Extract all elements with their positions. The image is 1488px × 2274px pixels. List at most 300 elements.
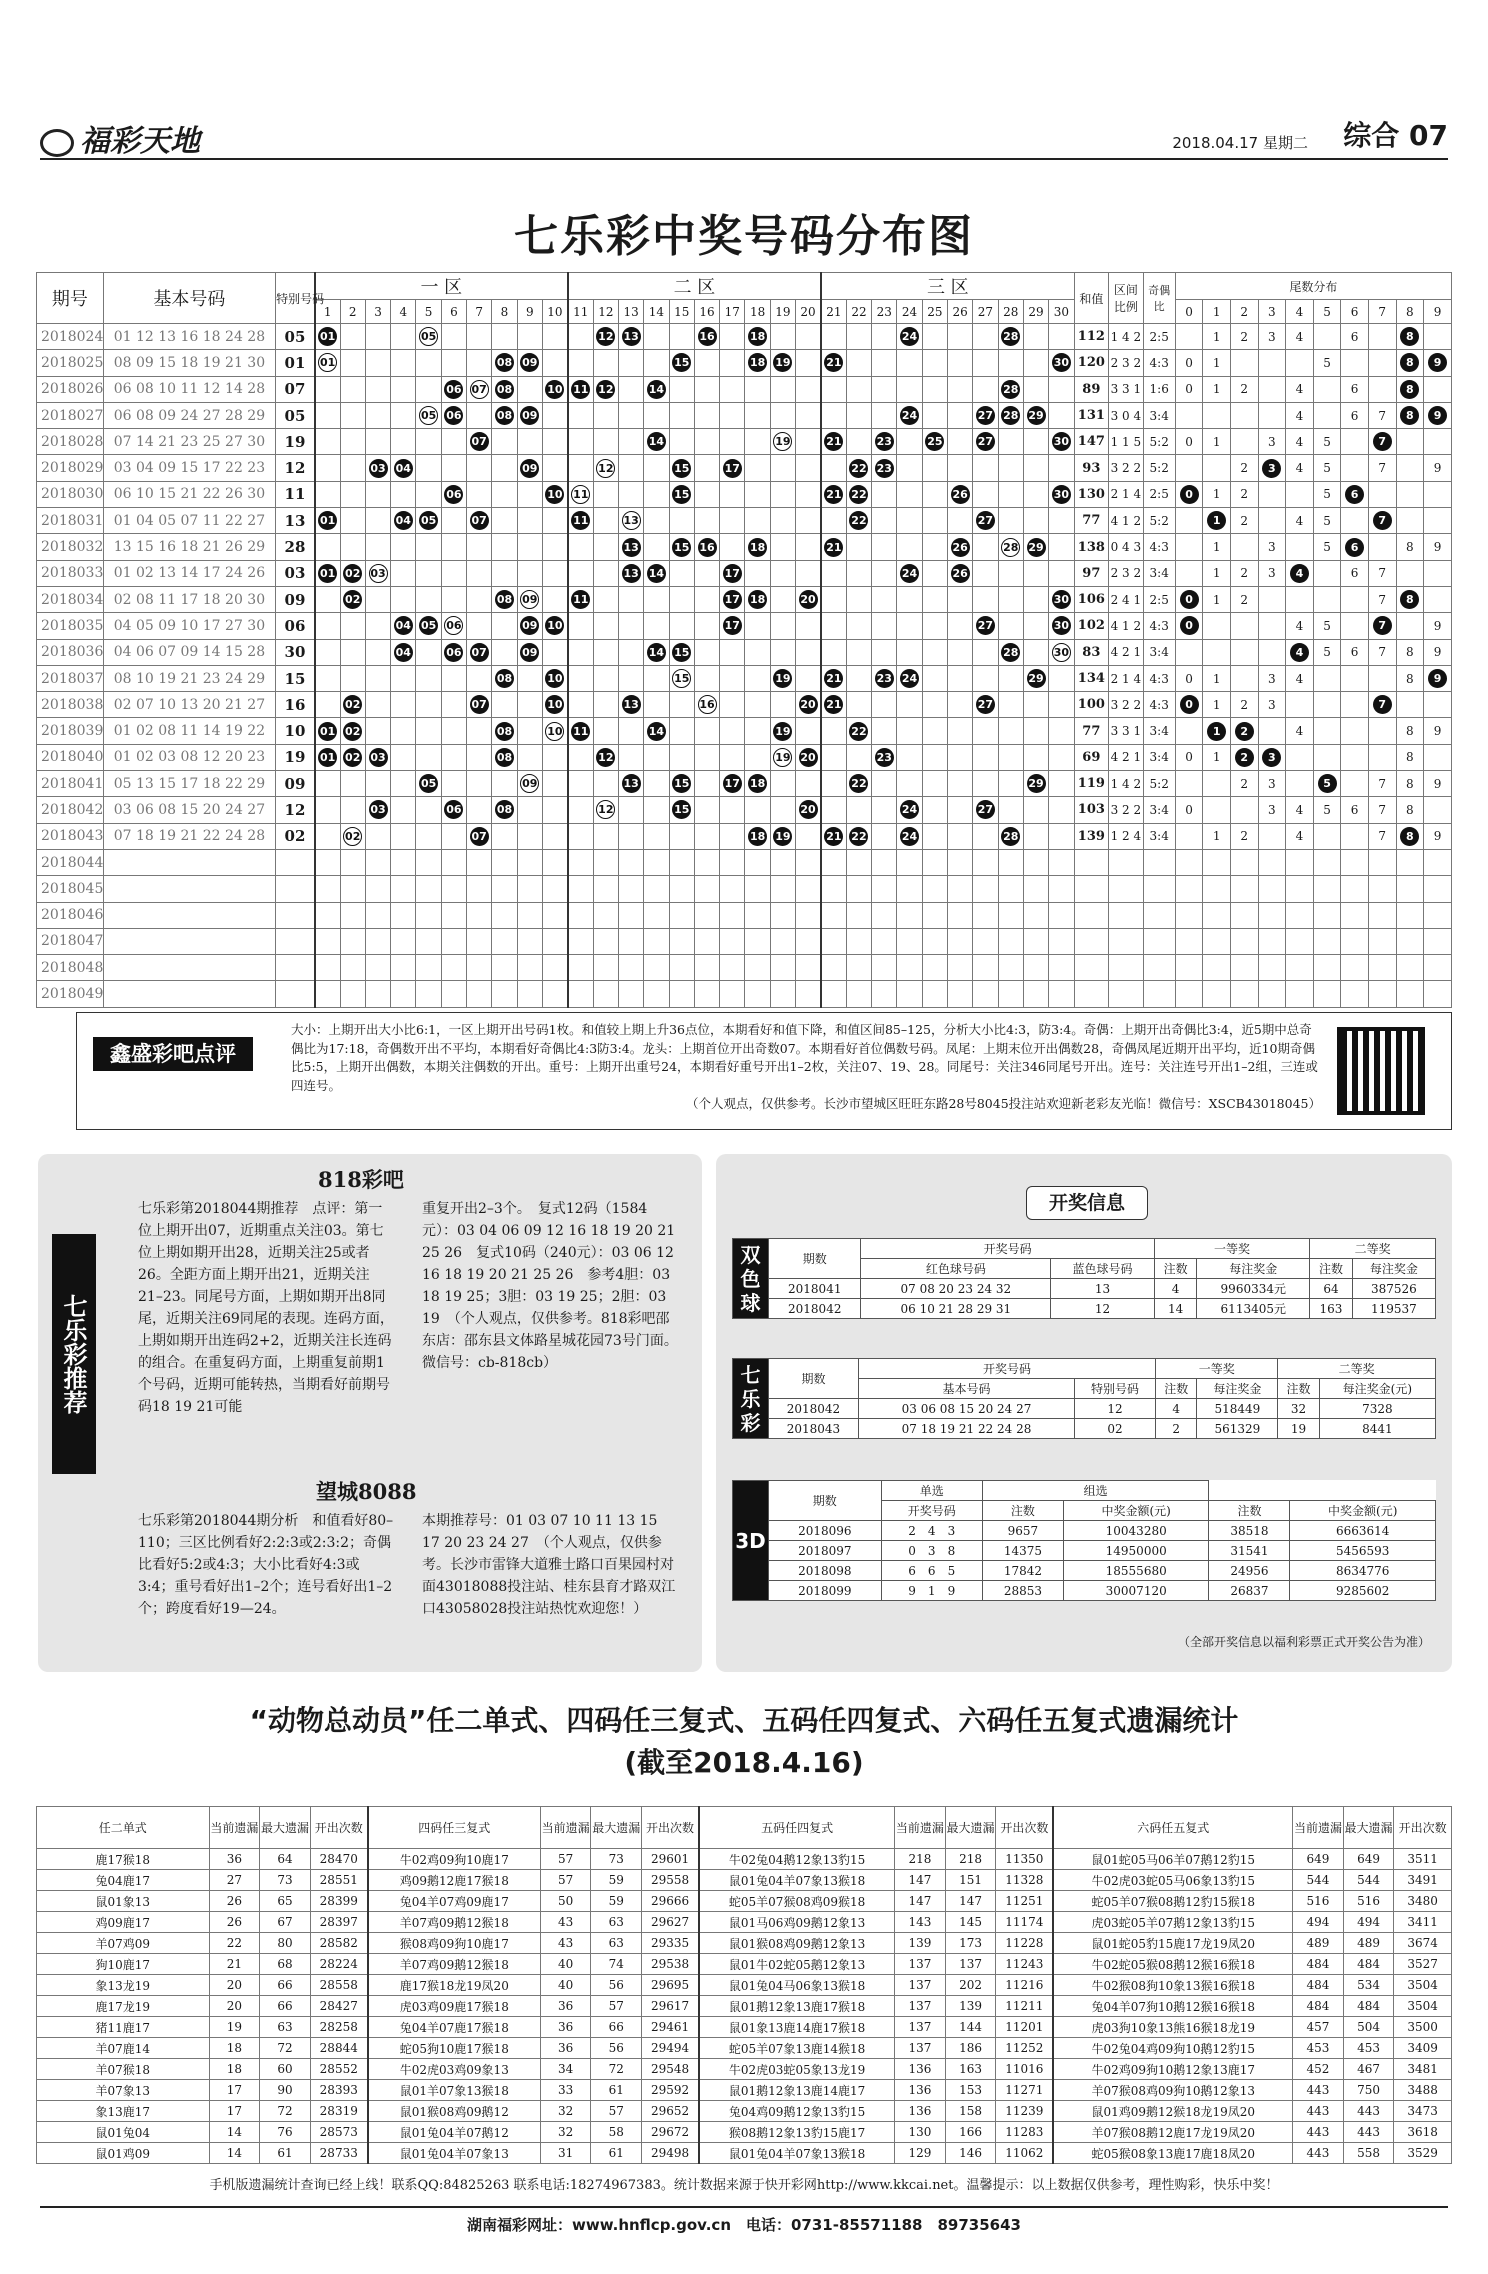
number-cell [542,560,567,586]
sum-cell: 69 [1074,744,1108,770]
number-cell [618,823,643,849]
tail-cell [1424,744,1452,770]
tail-cell [1396,849,1424,875]
number-cell [846,902,871,928]
number-cell [897,455,922,481]
tail-cell [1175,823,1203,849]
omission-cell: 489 [1343,1933,1394,1954]
omission-header: 五码任四复式 [699,1807,895,1849]
number-cell [618,376,643,402]
tail-cell [1368,718,1396,744]
omission-cell: 72 [260,2038,311,2059]
number-cell [517,665,542,691]
draw-cell: 2018098 [769,1561,882,1581]
number-cell [340,876,365,902]
number-cell [720,981,745,1007]
number-cell [315,692,340,718]
number-cell [872,876,897,902]
number-header: 30 [1049,300,1074,324]
number-cell [644,402,669,428]
number-cell [391,508,416,534]
tail-cell: 8 [1396,534,1424,560]
tail-ball: 8 [1400,406,1419,425]
sum-cell [1074,902,1108,928]
grid-row [37,481,1452,507]
number-cell [593,402,618,428]
tail-cell: 9 [1424,639,1452,665]
tail-ball: 8 [1400,353,1419,372]
omission-cell: 28393 [310,2080,368,2101]
number-cell [391,718,416,744]
number-cell [517,744,542,770]
number-cell [644,744,669,770]
number-cell [644,350,669,376]
omission-cell: 虎03鸡09鹿17猴18 [368,1996,541,2017]
number-cell [492,324,517,350]
recommendation-col-4: 本期推荐号：01 03 07 10 11 13 15 17 20 23 24 27 （个人观点，仅供参考。长沙市雷锋大道雅士路口百果园村对面43018088投注站、桂东县育才路双江口43058028投注站热忱欢迎您！） [422,1513,676,1617]
number-cell [770,455,795,481]
number-cell [593,981,618,1007]
tail-cell: 5 [1313,481,1341,507]
basic-numbers-cell: 01 12 13 16 18 24 28 [103,324,275,350]
number-cell [365,981,390,1007]
omission-cell: 137 [945,1954,996,1975]
omission-cell: 兔04羊07鹿17猴18 [368,2017,541,2038]
number-cell [846,613,871,639]
omission-cell: 443 [1293,2143,1344,2164]
sum-cell: 130 [1074,481,1108,507]
number-cell [973,928,998,954]
drawn-ball: 23 [875,748,894,767]
tail-ball: 7 [1373,695,1392,714]
tail-cell [1424,955,1452,981]
drawn-ball: 19 [773,353,792,372]
number-cell [391,455,416,481]
omission-header: 最大遗漏 [260,1807,311,1849]
omission-cell: 3481 [1394,2059,1452,2080]
drawn-ball: 30 [1052,590,1071,609]
number-cell [694,744,719,770]
omission-cell: 29538 [642,1954,700,1975]
tail-cell: 8 [1396,744,1424,770]
tail-cell [1175,324,1203,350]
omission-cell: 452 [1293,2059,1344,2080]
drawn-ball: 24 [900,827,919,846]
omission-cell: 3500 [1394,2017,1452,2038]
omission-cell: 29627 [642,1912,700,1933]
omission-cell: 61 [260,2143,311,2164]
number-cell [441,823,466,849]
commentary-box [76,1012,1452,1130]
omission-cell: 18 [209,2059,260,2080]
omission-cell: 11251 [996,1891,1054,1912]
tail-cell [1286,560,1314,586]
sum-cell: 119 [1074,771,1108,797]
number-cell [770,560,795,586]
number-cell [492,771,517,797]
basic-numbers-cell: 05 13 15 17 18 22 29 [103,771,275,797]
omission-cell: 象13鹿17 [37,2101,210,2122]
number-cell [365,797,390,823]
drawn-ball: 18 [748,327,767,346]
tail-cell [1175,771,1203,797]
draw-cell: 12 [1051,1299,1155,1319]
draw-cell: 38518 [1209,1521,1290,1541]
number-cell [948,639,973,665]
number-cell [973,849,998,875]
number-cell [391,902,416,928]
tail-cell [1313,876,1341,902]
number-cell [315,981,340,1007]
omission-cell: 11243 [996,1954,1054,1975]
number-cell [517,718,542,744]
number-cell [315,876,340,902]
number-cell [998,928,1023,954]
drawn-ball: 21 [824,695,843,714]
number-cell [618,718,643,744]
omission-cell: 218 [945,1849,996,1870]
number-cell [694,402,719,428]
drawn-ball: 21 [824,353,843,372]
number-cell [492,955,517,981]
number-cell [492,613,517,639]
commentary-badge: 鑫盛彩吧点评 [93,1037,253,1071]
number-cell [998,402,1023,428]
tail-cell: 0 [1175,350,1203,376]
number-cell [1049,402,1074,428]
number-cell [973,744,998,770]
tail-cell [1258,613,1286,639]
number-cell [365,665,390,691]
tail-ball: 3 [1262,459,1281,478]
tail-cell [1203,849,1231,875]
omission-cell: 36 [540,2038,591,2059]
number-header: 27 [973,300,998,324]
number-cell [922,955,947,981]
number-cell [365,429,390,455]
omission-cell: 17 [209,2101,260,2122]
number-cell [365,849,390,875]
number-cell [998,429,1023,455]
odd-even-cell: 5:2 [1143,429,1175,455]
omission-row [37,1996,1452,2017]
number-cell [315,665,340,691]
omission-cell: 28558 [310,1975,368,1996]
omission-cell: 14 [209,2122,260,2143]
omission-cell: 羊07猴08鸡09狗10鹅12象13 [1053,2080,1292,2101]
number-cell [542,718,567,744]
omission-cell: 猪11鹿17 [37,2017,210,2038]
number-cell [542,902,567,928]
omission-cell: 28582 [310,1933,368,1954]
number-cell [416,376,441,402]
drawn-ball: 10 [545,485,564,504]
number-cell [897,823,922,849]
omission-row [37,1912,1452,1933]
tail-cell [1286,928,1314,954]
draw-cell: 06 10 21 28 29 31 [861,1299,1051,1319]
number-cell [365,692,390,718]
recommendation-title-8088: 望城8088 [316,1479,417,1504]
drawn-ball: 15 [672,800,691,819]
sum-cell: 100 [1074,692,1108,718]
number-cell [467,955,492,981]
tail-cell: 6 [1341,560,1369,586]
number-cell [669,849,694,875]
number-cell [720,692,745,718]
tail-cell [1368,429,1396,455]
omission-cell: 145 [945,1912,996,1933]
basic-numbers-cell [103,955,275,981]
number-cell [568,455,593,481]
number-cell [340,981,365,1007]
col-header: 特别号码 [1075,1379,1156,1399]
drawn-ball: 15 [672,459,691,478]
number-cell [365,928,390,954]
drawn-ball: 14 [647,380,666,399]
number-cell [846,586,871,612]
number-cell [542,455,567,481]
draw-cell: 2018043 [769,1419,859,1439]
number-cell [365,350,390,376]
number-cell [770,955,795,981]
tail-cell: 0 [1175,744,1203,770]
omission-cell: 136 [895,2080,946,2101]
period-cell: 2018037 [37,665,104,691]
drawn-ball: 23 [875,459,894,478]
tail-cell [1396,350,1424,376]
omission-cell: 3504 [1394,1996,1452,2017]
omission-cell: 11271 [996,2080,1054,2101]
grid-row [37,955,1452,981]
tail-cell [1368,955,1396,981]
number-cell [644,639,669,665]
drawn-ball: 04 [394,459,413,478]
omission-cell: 3674 [1394,1933,1452,1954]
tail-cell: 2 [1230,481,1258,507]
number-header: 4 [391,300,416,324]
number-cell [897,429,922,455]
number-cell [618,455,643,481]
number-cell [1049,955,1074,981]
number-cell [694,902,719,928]
number-cell [1049,665,1074,691]
number-cell [1023,955,1048,981]
tail-ball: 8 [1400,327,1419,346]
number-cell [948,534,973,560]
number-cell [365,508,390,534]
drawn-ball: 13 [622,695,641,714]
number-cell [441,771,466,797]
number-cell [821,849,846,875]
number-cell [745,849,770,875]
omission-cell: 蛇05猴08象13鹿17鹿18凤20 [1053,2143,1292,2164]
number-cell [391,534,416,560]
number-cell [669,955,694,981]
tail-cell: 1 [1203,586,1231,612]
tail-cell [1341,429,1369,455]
zone-ratio-cell: 0 4 3 [1109,534,1143,560]
number-cell [644,876,669,902]
number-cell [694,508,719,534]
drawn-ball: 24 [900,669,919,688]
omission-cell: 3527 [1394,1954,1452,1975]
omission-cell: 136 [895,2059,946,2080]
number-cell [922,876,947,902]
number-cell [745,455,770,481]
number-cell [416,771,441,797]
number-cell [416,508,441,534]
omission-cell: 58 [591,2122,642,2143]
number-cell [846,771,871,797]
number-cell [948,771,973,797]
special-number-cell: 09 [276,586,315,612]
number-cell [897,613,922,639]
zone-ratio-cell: 1 4 2 [1109,771,1143,797]
number-cell [796,665,821,691]
number-cell [315,902,340,928]
number-cell [922,455,947,481]
number-cell [922,376,947,402]
number-cell [720,508,745,534]
number-cell [593,560,618,586]
number-cell [720,324,745,350]
number-cell [846,324,871,350]
omission-cell: 202 [945,1975,996,1996]
number-cell [998,876,1023,902]
number-cell [973,560,998,586]
tail-cell: 6 [1341,797,1369,823]
odd-even-cell [1143,981,1175,1007]
number-cell [897,849,922,875]
tail-cell [1341,586,1369,612]
draw-row [733,1399,1436,1419]
number-cell [593,376,618,402]
tail-cell [1424,402,1452,428]
commentary-signature: （个人观点，仅供参考。长沙市望城区旺旺东路28号8045投注站欢迎新老彩友光临！微信号：XSCB43018045） [685,1096,1321,1111]
tail-cell [1313,718,1341,744]
odd-even-cell: 3:4 [1143,402,1175,428]
zone-ratio-cell: 3 2 2 [1109,692,1143,718]
number-cell [441,665,466,691]
number-cell [745,639,770,665]
tail-cell [1368,534,1396,560]
tail-cell [1258,481,1286,507]
number-cell [618,534,643,560]
omission-cell: 63 [260,2017,311,2038]
number-header: 2 [340,300,365,324]
number-cell [846,665,871,691]
number-cell [542,797,567,823]
tail-cell [1368,665,1396,691]
number-cell [644,849,669,875]
omission-cell: 34 [540,2059,591,2080]
omission-cell: 26 [209,1912,260,1933]
zone-ratio-cell: 3 2 2 [1109,797,1143,823]
tail-cell: 0 [1175,665,1203,691]
special-ball: 05 [419,327,438,346]
number-cell [694,429,719,455]
number-cell [568,718,593,744]
sum-cell: 93 [1074,455,1108,481]
number-cell [796,534,821,560]
number-cell [948,928,973,954]
special-number-cell: 07 [276,376,315,402]
number-cell [821,481,846,507]
period-cell: 2018030 [37,481,104,507]
drawn-ball: 05 [419,774,438,793]
number-cell [1023,771,1048,797]
tail-ball: 4 [1290,643,1309,662]
number-cell [796,560,821,586]
grid-row [37,376,1452,402]
omission-cell: 137 [895,1954,946,1975]
omission-cell: 11252 [996,2038,1054,2059]
col-header: 期数 [769,1481,882,1521]
omission-cell: 羊07猴08鹅12鹿17龙19凤20 [1053,2122,1292,2143]
special-number-cell: 02 [276,823,315,849]
omission-cell: 兔04羊07鸡09鹿17 [368,1891,541,1912]
tail-header: 4 [1286,300,1314,324]
omission-cell: 130 [895,2122,946,2143]
omission-cell: 32 [540,2101,591,2122]
number-cell [1023,849,1048,875]
number-cell [720,823,745,849]
number-cell [720,771,745,797]
number-cell [1049,718,1074,744]
number-cell [618,849,643,875]
number-cell [492,586,517,612]
number-cell [416,876,441,902]
draw-row [733,1581,1436,1601]
number-cell [644,586,669,612]
number-cell [391,376,416,402]
drawn-ball: 24 [900,327,919,346]
number-cell [1049,823,1074,849]
sum-cell: 134 [1074,665,1108,691]
tail-cell [1258,718,1286,744]
number-cell [517,402,542,428]
tail-cell [1396,902,1424,928]
number-cell [973,797,998,823]
tail-cell: 1 [1203,324,1231,350]
draw-cell: 518449 [1197,1399,1278,1419]
number-cell [618,586,643,612]
number-cell [593,902,618,928]
number-cell [542,324,567,350]
drawn-ball: 13 [622,327,641,346]
number-header: 23 [872,300,897,324]
omission-cell: 鼠01象13鹿14鹿17猴18 [699,2017,895,2038]
omission-cell: 467 [1343,2059,1394,2080]
tail-cell [1286,849,1314,875]
omission-cell: 鹿17猴18 [37,1849,210,1870]
omission-cell: 137 [895,2017,946,2038]
weekday-text: 星期二 [1262,134,1308,152]
number-cell [973,534,998,560]
date-text: 2018.04.17 [1172,134,1259,152]
sum-cell: 103 [1074,797,1108,823]
number-cell [542,481,567,507]
basic-numbers-cell: 03 04 09 15 17 22 23 [103,455,275,481]
draw-cell: 07 18 19 21 22 24 28 [858,1419,1074,1439]
number-cell [340,350,365,376]
tail-cell [1396,455,1424,481]
tail-cell [1313,692,1341,718]
drawn-ball: 18 [748,827,767,846]
number-cell [542,744,567,770]
number-cell [694,692,719,718]
